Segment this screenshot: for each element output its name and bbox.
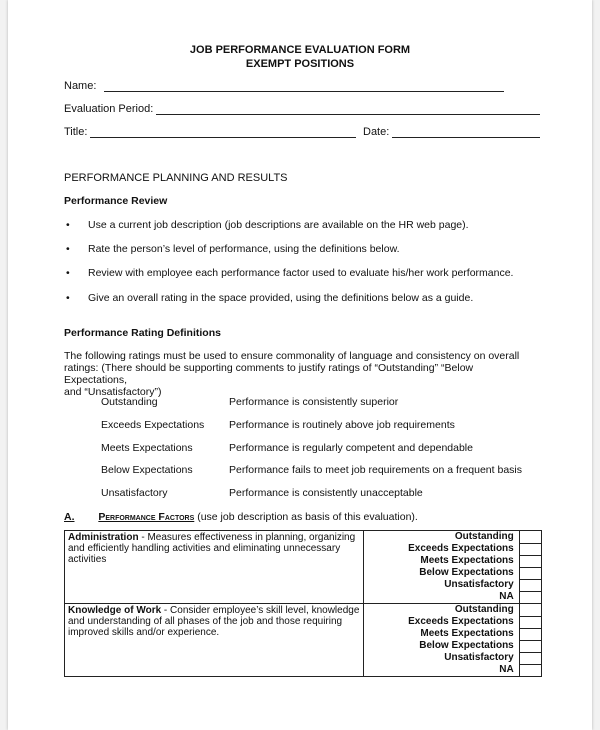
rating-checkbox[interactable] (520, 544, 541, 556)
bullet-text: Use a current job description (job descriptions are available on the HR web page). (88, 219, 469, 231)
bullet-text: Give an overall rating in the space provided, using the definitions below as a guide. (88, 292, 474, 304)
bullet-text: Rate the person’s level of performance, using the definitions below. (88, 243, 400, 255)
title-field[interactable] (90, 137, 356, 138)
rating-checkbox[interactable] (520, 629, 541, 641)
factor-desc-line: and efficiently handling activities and eliminating unnecessary (68, 543, 341, 554)
rating-label: Exceeds Expectations (408, 616, 514, 627)
rating-label: Meets Expectations (420, 628, 514, 639)
factors-title: Performance Factors (98, 511, 195, 523)
definition-term: Below Expectations (101, 464, 193, 476)
performance-review-heading: Performance Review (64, 195, 168, 207)
definition-desc: Performance is consistently superior (229, 396, 399, 408)
factor-desc-line: and understanding of all phases of the job and those requiring (68, 616, 343, 627)
bullet-text: Review with employee each performance factor used to evaluate his/her work performance. (88, 267, 514, 279)
definition-term: Outstanding (101, 396, 158, 408)
document-page (8, 0, 592, 730)
rating-label: Below Expectations (419, 640, 514, 651)
section-heading: PERFORMANCE PLANNING AND RESULTS (64, 172, 288, 184)
bullet-icon: • (66, 219, 70, 231)
factor-desc-line: improved skills and/or experience. (68, 627, 220, 638)
rating-checkbox[interactable] (520, 532, 541, 544)
rating-options (364, 604, 519, 677)
date-label: Date: (363, 126, 390, 138)
evaluation-table (64, 530, 542, 677)
bullet-icon: • (66, 243, 70, 255)
factors-note: (use job description as basis of this evaluation). (197, 511, 418, 523)
rating-checkbox[interactable] (520, 641, 541, 653)
title-label: Title: (64, 126, 88, 138)
factor-description (65, 604, 364, 677)
rating-checkboxes (519, 604, 541, 677)
factor-desc-line: - Measures effectiveness in planning, organizing (138, 532, 356, 543)
rating-checkbox[interactable] (520, 568, 541, 580)
definition-desc: Performance is consistently unacceptable (229, 487, 423, 499)
rating-label: Exceeds Expectations (408, 543, 514, 554)
rating-checkbox[interactable] (520, 556, 541, 568)
name-label: Name: (64, 80, 97, 92)
rating-checkbox[interactable] (520, 665, 541, 676)
rating-checkboxes (519, 531, 541, 604)
definition-term: Exceeds Expectations (101, 419, 205, 431)
rating-checkbox[interactable] (520, 617, 541, 629)
rating-label: NA (499, 591, 514, 602)
rating-label: Unsatisfactory (444, 579, 514, 590)
intro-line: and “Unsatisfactory”) (64, 386, 162, 398)
bullet-icon: • (66, 292, 70, 304)
factor-section-letter: A. (64, 511, 75, 523)
rating-checkbox[interactable] (520, 592, 541, 603)
intro-line: ratings: (There should be supporting comments to justify ratings of “Outstanding” “Below Expectations, (64, 362, 474, 386)
form-subtitle: EXEMPT POSITIONS (245, 58, 355, 70)
factor-desc-line: activities (68, 554, 107, 565)
rating-label: Outstanding (454, 531, 514, 542)
evaluation-period-field[interactable] (156, 114, 540, 115)
factor-name: Administration (68, 532, 139, 543)
rating-label: Outstanding (454, 604, 514, 615)
table-row (65, 531, 542, 604)
definition-term: Unsatisfactory (101, 487, 168, 499)
rating-checkbox[interactable] (520, 580, 541, 592)
table-row (65, 604, 542, 677)
definition-desc: Performance is routinely above job requirements (229, 419, 455, 431)
evaluation-period-label: Evaluation Period: (64, 103, 154, 115)
rating-label: NA (499, 664, 514, 675)
definition-term: Meets Expectations (101, 442, 193, 454)
definition-desc: Performance fails to meet job requirements on a frequent basis (229, 464, 522, 476)
rating-label: Unsatisfactory (444, 652, 514, 663)
bullet-icon: • (66, 267, 70, 279)
factor-name: Knowledge of Work (68, 605, 162, 616)
performance-factors-heading (64, 511, 418, 523)
rating-label: Below Expectations (419, 567, 514, 578)
name-field[interactable] (104, 91, 504, 92)
definition-desc: Performance is regularly competent and dependable (229, 442, 473, 454)
intro-line: The following ratings must be used to ensure commonality of language and consistency on overall (64, 350, 520, 362)
rating-label: Meets Expectations (420, 555, 514, 566)
factor-description (65, 531, 364, 604)
rating-definitions-heading: Performance Rating Definitions (64, 327, 221, 339)
rating-options (364, 531, 519, 604)
definitions-intro (64, 350, 524, 398)
rating-checkbox[interactable] (520, 653, 541, 665)
date-field[interactable] (392, 137, 540, 138)
factor-desc-line: - Consider employee’s skill level, knowledge (161, 605, 360, 616)
form-title: JOB PERFORMANCE EVALUATION FORM (189, 44, 411, 56)
rating-checkbox[interactable] (520, 605, 541, 617)
